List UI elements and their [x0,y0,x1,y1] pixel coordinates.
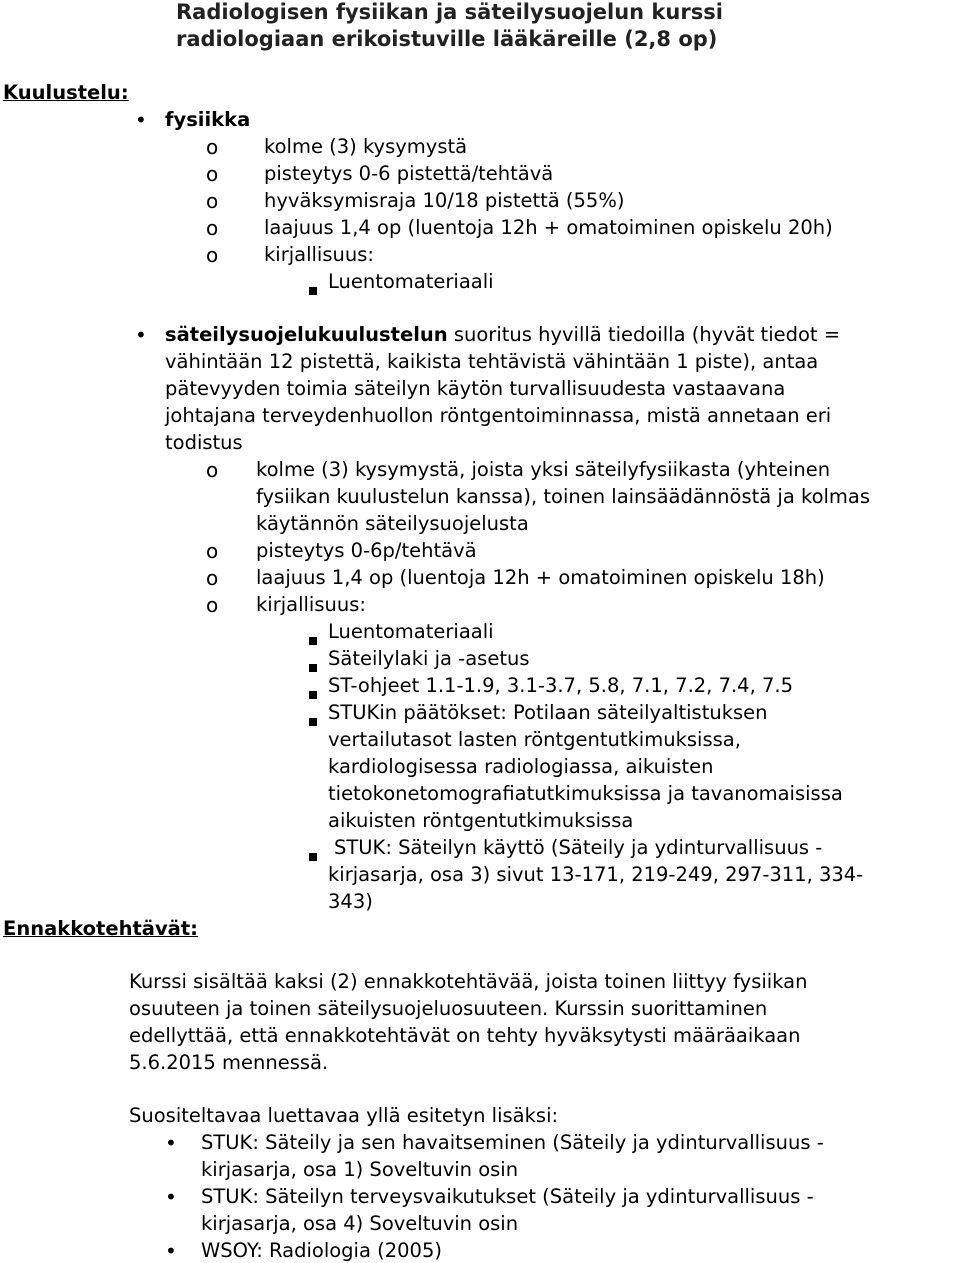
fysiikka-literature: Luentomateriaali [328,270,494,293]
square-bullet-icon [309,681,317,704]
fysiikka-item: pisteytys 0-6 pistettä/tehtävä [264,162,554,185]
square-bullet-icon [309,277,317,300]
circle-bullet-icon: o [206,243,219,267]
sateily-item-2: pisteytys 0-6p/tehtävä [256,539,477,562]
reading-item-line: WSOY: Radiologia (2005) [201,1239,442,1262]
fysiikka-item: hyväksymisraja 10/18 pistettä (55%) [264,189,625,212]
sateily-item-1-line: kolme (3) kysymystä, joista yksi säteilyfysiikasta (yhteinen [256,458,831,481]
sateily-item-1-line: fysiikan kuulustelun kanssa), toinen lainsäädännöstä ja kolmas [256,485,871,508]
fysiikka-item: kirjallisuus: [264,243,374,266]
title-line-2: radiologiaan erikoistuville lääkäreille (2,8 op) [176,27,718,51]
bullet-icon: • [165,1239,177,1263]
ennakko-paragraph-line: Kurssi sisältää kaksi (2) ennakkotehtävää, joista toinen liittyy fysiikan [129,970,808,993]
sateily-line-3: pätevyyden toimia säteilyn käytön turvallisuudesta vastaavana [165,377,786,400]
bullet-icon: • [135,323,147,347]
fysiikka-label: fysiikka [165,108,251,131]
square-bullet-icon [309,708,317,731]
sateily-lit-5-line: 343) [328,890,373,913]
sateily-bold-label: säteilysuojelukuulustelun [165,323,448,346]
sateily-line-5: todistus [165,431,243,454]
sateily-lit-5-line: STUK: Säteilyn käyttö (Säteily ja ydinturvallisuus - [334,836,823,859]
reading-item-line: STUK: Säteily ja sen havaitseminen (Säteily ja ydinturvallisuus - [201,1131,824,1154]
circle-bullet-icon: o [206,458,219,482]
bullet-icon: • [165,1131,177,1155]
sateily-line-1 [165,323,840,346]
sateily-item-4: kirjallisuus: [256,593,366,616]
reading-item-line: kirjasarja, osa 4) Soveltuvin osin [201,1212,519,1235]
sateily-lit-5-line: kirjasarja, osa 3) sivut 13-171, 219-249, 297-311, 334- [328,863,864,886]
circle-bullet-icon: o [206,162,219,186]
circle-bullet-icon: o [206,593,219,617]
sateily-item-3: laajuus 1,4 op (luentoja 12h + omatoiminen opiskelu 18h) [256,566,825,589]
ennakko-paragraph-line: edellyttää, että ennakkotehtävät on tehty hyväksytysti määräaikaan [129,1024,801,1047]
circle-bullet-icon: o [206,216,219,240]
circle-bullet-icon: o [206,189,219,213]
sateily-lit-4-line: tietokonetomografiatutkimuksissa ja tavanomaisissa [328,782,843,805]
title-line-1: Radiologisen fysiikan ja säteilysuojelun kurssi [176,0,723,24]
fysiikka-item: kolme (3) kysymystä [264,135,468,158]
sateily-lit-4-line: kardiologisessa radiologiassa, aikuisten [328,755,714,778]
fysiikka-item: laajuus 1,4 op (luentoja 12h + omatoiminen opiskelu 20h) [264,216,833,239]
reading-item-line: STUK: Säteilyn terveysvaikutukset (Säteily ja ydinturvallisuus - [201,1185,814,1208]
square-bullet-icon [309,627,317,650]
sateily-lit-4-line: aikuisten röntgentutkimuksissa [328,809,634,832]
bullet-icon: • [135,108,147,132]
sateily-text: suoritus hyvillä tiedoilla (hyvät tiedot = [447,323,841,346]
circle-bullet-icon: o [206,135,219,159]
square-bullet-icon [309,843,317,866]
sateily-lit-3: ST-ohjeet 1.1-1.9, 3.1-3.7, 5.8, 7.1, 7.2, 7.4, 7.5 [328,674,794,697]
circle-bullet-icon: o [206,539,219,563]
bullet-icon: • [165,1185,177,1209]
sateily-lit-2: Säteilylaki ja -asetus [328,647,530,670]
square-bullet-icon [309,654,317,677]
sateily-line-2: vähintään 12 pistettä, kaikista tehtävistä vähintään 1 piste), antaa [165,350,819,373]
sateily-lit-4-line: STUKin päätökset: Potilaan säteilyaltistuksen [328,701,768,724]
ennakko-paragraph-line: osuuteen ja toinen säteilysuojeluosuuteen. Kurssin suorittaminen [129,997,768,1020]
circle-bullet-icon: o [206,566,219,590]
sateily-line-4: johtajana terveydenhuollon röntgentoiminnassa, mistä annetaan eri [165,404,832,427]
sateily-item-1-line: käytännön säteilysuojelusta [256,512,529,535]
kuulustelu-heading: Kuulustelu: [3,81,129,104]
sateily-lit-1: Luentomateriaali [328,620,494,643]
ennakko-heading: Ennakkotehtävät: [3,917,198,940]
ennakko-paragraph-line: 5.6.2015 mennessä. [129,1051,329,1074]
suositeltavaa-heading: Suositeltavaa luettavaa yllä esitetyn lisäksi: [129,1104,559,1127]
reading-item-line: kirjasarja, osa 1) Soveltuvin osin [201,1158,519,1181]
sateily-lit-4-line: vertailutasot lasten röntgentutkimuksissa, [328,728,741,751]
